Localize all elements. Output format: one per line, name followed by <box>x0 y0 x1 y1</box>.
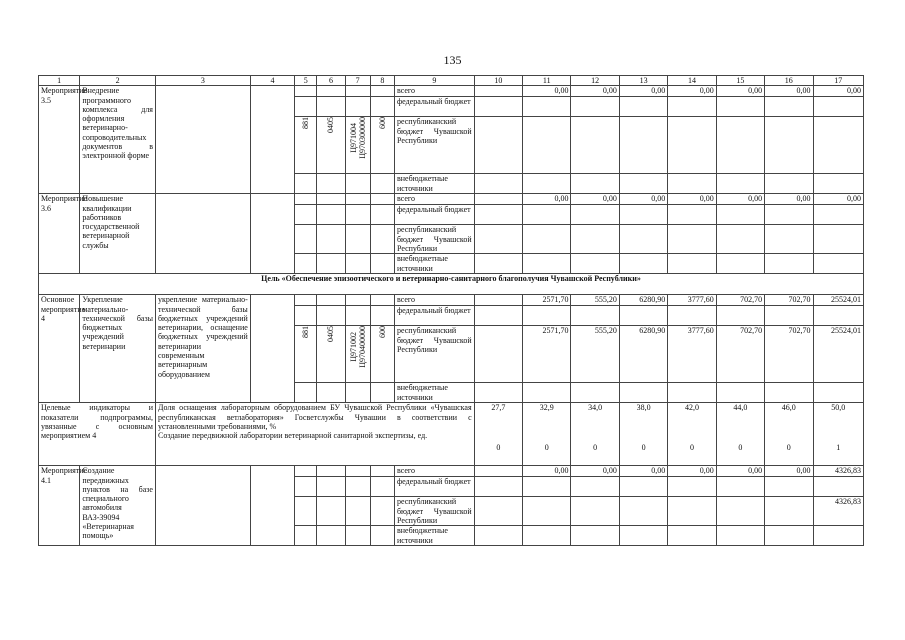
value-cell: 0,00 <box>668 194 716 205</box>
value-cell <box>474 295 522 306</box>
empty-cell <box>295 174 317 194</box>
value-cell: 555,20 <box>571 326 619 383</box>
column-number: 11 <box>523 76 571 86</box>
empty-cell <box>345 97 370 117</box>
value-cell <box>474 306 522 326</box>
value-cell <box>813 174 864 194</box>
value-cell <box>523 254 571 274</box>
value-cell <box>571 477 619 497</box>
measure-name: Укрепление материально-технической базы бюджетных учреждений ветеринарии <box>80 295 156 403</box>
value-cell: 0,00 <box>523 194 571 205</box>
value-cell <box>765 497 813 526</box>
source-label: всего <box>394 194 474 205</box>
empty-cell <box>317 97 345 117</box>
measure-label: Мероприятие 3.5 <box>39 86 80 194</box>
empty-cell <box>317 174 345 194</box>
value-cell: 0,00 <box>523 86 571 97</box>
rzpr-code: 0405 <box>317 117 345 174</box>
value-cell <box>619 306 667 326</box>
empty-cell <box>250 86 294 194</box>
value-cell: 3777,60 <box>668 295 716 306</box>
value-cell <box>716 383 764 403</box>
empty-cell <box>295 205 317 225</box>
empty-cell <box>345 254 370 274</box>
indicators-label: Целевые индикаторы и показатели подпрограммы, увязанные с основным мероприятием 4 <box>39 403 156 466</box>
value-cell <box>765 254 813 274</box>
value-cell <box>474 86 522 97</box>
column-number: 9 <box>394 76 474 86</box>
column-number: 5 <box>295 76 317 86</box>
empty-cell <box>370 466 394 477</box>
empty-cell <box>345 466 370 477</box>
column-number: 7 <box>345 76 370 86</box>
column-number: 16 <box>765 76 813 86</box>
value-cell <box>474 526 522 546</box>
empty-cell <box>370 383 394 403</box>
empty-cell <box>317 86 345 97</box>
value-cell <box>523 306 571 326</box>
value-cell <box>523 117 571 174</box>
value-cell <box>474 174 522 194</box>
value-cell: 4326,83 <box>813 466 864 477</box>
empty-cell <box>317 205 345 225</box>
empty-cell <box>295 383 317 403</box>
empty-cell <box>317 383 345 403</box>
empty-cell <box>317 497 345 526</box>
indicator-values: 38,0 0 <box>619 403 667 466</box>
value-cell: 0,00 <box>765 194 813 205</box>
value-cell <box>813 306 864 326</box>
value-cell <box>765 205 813 225</box>
empty-cell <box>345 497 370 526</box>
value-cell <box>813 97 864 117</box>
value-cell <box>474 477 522 497</box>
measure-name: Внедрение программного комплекса для оформления ветеринарно-сопроводительных документов в электронной форме <box>80 86 156 194</box>
empty-cell <box>370 254 394 274</box>
value-cell: 0,00 <box>716 194 764 205</box>
column-number: 14 <box>668 76 716 86</box>
column-number: 3 <box>155 76 250 86</box>
empty-cell <box>370 477 394 497</box>
value-cell <box>716 254 764 274</box>
indicator-values: 32,9 0 <box>523 403 571 466</box>
value-cell <box>474 497 522 526</box>
value-cell <box>523 225 571 254</box>
empty-cell <box>317 526 345 546</box>
empty-cell <box>345 205 370 225</box>
value-cell: 0,00 <box>523 466 571 477</box>
value-cell <box>619 526 667 546</box>
source-label: всего <box>394 466 474 477</box>
source-label: внебюджетные источники <box>394 383 474 403</box>
empty-cell <box>345 194 370 205</box>
value-cell: 0,00 <box>571 194 619 205</box>
empty-cell <box>345 225 370 254</box>
value-cell: 6280,90 <box>619 295 667 306</box>
source-label: федеральный бюджет <box>394 477 474 497</box>
source-label: внебюджетные источники <box>394 174 474 194</box>
value-cell: 0,00 <box>619 86 667 97</box>
value-cell: 2571,70 <box>523 295 571 306</box>
empty-cell <box>370 205 394 225</box>
value-cell <box>716 97 764 117</box>
source-label: всего <box>394 295 474 306</box>
table-row <box>39 295 864 306</box>
empty-cell <box>295 86 317 97</box>
column-number: 2 <box>80 76 156 86</box>
column-number: 10 <box>474 76 522 86</box>
value-cell <box>668 526 716 546</box>
value-cell <box>571 205 619 225</box>
value-cell: 0,00 <box>668 86 716 97</box>
value-cell <box>668 477 716 497</box>
empty-cell <box>295 225 317 254</box>
empty-cell <box>370 497 394 526</box>
value-cell <box>619 205 667 225</box>
value-cell: 702,70 <box>716 295 764 306</box>
empty-cell <box>370 174 394 194</box>
value-cell <box>765 306 813 326</box>
value-cell <box>668 117 716 174</box>
indicator-name: Доля оснащения лабораторным оборудованием БУ Чувашской Республики «Чувашская республиканская ветлаборатория» Госветслужбы Чувашии в соответствии с установленными требованиями, % <box>157 403 472 431</box>
indicator-values: 44,0 0 <box>716 403 764 466</box>
value-cell: 702,70 <box>716 326 764 383</box>
value-cell <box>813 477 864 497</box>
empty-cell <box>295 295 317 306</box>
budget-table <box>38 75 864 546</box>
value-cell <box>619 254 667 274</box>
value-cell: 0,00 <box>813 194 864 205</box>
value-cell <box>765 174 813 194</box>
value-cell <box>619 117 667 174</box>
column-number: 17 <box>813 76 864 86</box>
empty-cell <box>317 306 345 326</box>
value-cell <box>668 174 716 194</box>
value-cell <box>813 205 864 225</box>
value-cell <box>716 225 764 254</box>
value-cell <box>813 225 864 254</box>
value-cell: 0,00 <box>619 194 667 205</box>
value-cell <box>668 97 716 117</box>
empty-cell <box>155 86 250 194</box>
value-cell <box>765 477 813 497</box>
source-label: федеральный бюджет <box>394 97 474 117</box>
value-cell: 0,00 <box>668 466 716 477</box>
value-cell <box>474 97 522 117</box>
value-cell <box>619 477 667 497</box>
value-cell: 6280,90 <box>619 326 667 383</box>
value-cell <box>523 174 571 194</box>
goal-row <box>39 274 864 295</box>
empty-cell <box>295 254 317 274</box>
empty-cell <box>295 194 317 205</box>
value-cell: 0,00 <box>571 86 619 97</box>
value-cell <box>474 194 522 205</box>
value-cell: 555,20 <box>571 295 619 306</box>
indicators-row <box>39 403 864 466</box>
empty-cell <box>295 497 317 526</box>
empty-cell <box>317 225 345 254</box>
value-cell <box>619 97 667 117</box>
measure-task: укрепление материально-технической базы бюджетных учреждений ветеринарии, оснащение бюджетных учреждений ветеринарии современным ветеринарным оборудованием <box>155 295 250 403</box>
source-label: республиканский бюджет Чувашской Республики <box>394 497 474 526</box>
value-cell <box>571 225 619 254</box>
source-label: федеральный бюджет <box>394 306 474 326</box>
empty-cell <box>317 254 345 274</box>
value-cell: 0,00 <box>619 466 667 477</box>
empty-cell <box>295 526 317 546</box>
source-label: федеральный бюджет <box>394 205 474 225</box>
indicator-values: 34,0 0 <box>571 403 619 466</box>
value-cell <box>813 383 864 403</box>
indicator-name: Создание передвижной лаборатории ветеринарной санитарной экспертизы, ед. <box>157 431 428 441</box>
column-number: 12 <box>571 76 619 86</box>
value-cell <box>571 254 619 274</box>
value-cell <box>765 117 813 174</box>
empty-cell <box>345 174 370 194</box>
value-cell <box>668 225 716 254</box>
empty-cell <box>345 526 370 546</box>
value-cell <box>765 526 813 546</box>
measure-label: Основное мероприятие 4 <box>39 295 80 403</box>
grbs-code: 881 <box>295 326 317 383</box>
value-cell: 0,00 <box>716 466 764 477</box>
source-label: республиканский бюджет Чувашской Республики <box>394 225 474 254</box>
value-cell <box>523 97 571 117</box>
empty-cell <box>250 466 294 546</box>
value-cell: 25524,01 <box>813 326 864 383</box>
value-cell <box>668 383 716 403</box>
empty-cell <box>345 477 370 497</box>
value-cell <box>523 205 571 225</box>
value-cell <box>668 306 716 326</box>
value-cell <box>619 497 667 526</box>
empty-cell <box>295 97 317 117</box>
value-cell: 25524,01 <box>813 295 864 306</box>
column-numbers-row <box>39 76 864 86</box>
indicators-text <box>155 403 474 466</box>
vr-code: 600 <box>370 117 394 174</box>
page-number: 135 <box>443 53 462 67</box>
value-cell: 0,00 <box>813 86 864 97</box>
value-cell <box>474 225 522 254</box>
csr-code: Ц971002 Ц970400000 <box>345 326 370 383</box>
rzpr-code: 0405 <box>317 326 345 383</box>
value-cell <box>571 174 619 194</box>
empty-cell <box>317 477 345 497</box>
column-number: 6 <box>317 76 345 86</box>
table-row <box>39 194 864 205</box>
value-cell: 0,00 <box>571 466 619 477</box>
empty-cell <box>155 194 250 274</box>
value-cell <box>571 306 619 326</box>
value-cell <box>668 205 716 225</box>
measure-name: Повышение квалификации работников государственной ветеринарной службы <box>80 194 156 274</box>
empty-cell <box>317 466 345 477</box>
grbs-code: 881 <box>295 117 317 174</box>
empty-cell <box>370 295 394 306</box>
value-cell <box>765 383 813 403</box>
value-cell <box>813 254 864 274</box>
value-cell <box>474 466 522 477</box>
column-number: 13 <box>619 76 667 86</box>
value-cell: 702,70 <box>765 326 813 383</box>
table-row <box>39 86 864 97</box>
empty-cell <box>295 477 317 497</box>
value-cell: 4326,83 <box>813 497 864 526</box>
column-number: 8 <box>370 76 394 86</box>
empty-cell <box>345 383 370 403</box>
value-cell <box>619 383 667 403</box>
value-cell <box>716 306 764 326</box>
empty-cell <box>250 295 294 403</box>
value-cell <box>619 174 667 194</box>
column-number: 1 <box>39 76 80 86</box>
empty-cell <box>345 86 370 97</box>
value-cell <box>668 254 716 274</box>
empty-cell <box>370 194 394 205</box>
empty-cell <box>250 194 294 274</box>
value-cell <box>813 117 864 174</box>
source-label: всего <box>394 86 474 97</box>
value-cell <box>765 97 813 117</box>
source-label: республиканский бюджет Чувашской Республики <box>394 326 474 383</box>
value-cell <box>474 254 522 274</box>
value-cell <box>619 225 667 254</box>
value-cell <box>523 477 571 497</box>
value-cell <box>668 497 716 526</box>
source-label: внебюджетные источники <box>394 254 474 274</box>
value-cell <box>474 383 522 403</box>
table-row <box>39 466 864 477</box>
empty-cell <box>370 225 394 254</box>
vr-code: 600 <box>370 326 394 383</box>
empty-cell <box>345 295 370 306</box>
measure-label: Мероприятие 4.1 <box>39 466 80 546</box>
value-cell: 2571,70 <box>523 326 571 383</box>
empty-cell <box>317 295 345 306</box>
value-cell <box>571 497 619 526</box>
empty-cell <box>370 86 394 97</box>
value-cell <box>716 205 764 225</box>
source-label: республиканский бюджет Чувашской Республики <box>394 117 474 174</box>
value-cell <box>523 526 571 546</box>
value-cell <box>716 526 764 546</box>
measure-label: Мероприятие 3.6 <box>39 194 80 274</box>
value-cell <box>716 174 764 194</box>
value-cell: 0,00 <box>765 466 813 477</box>
indicator-values: 46,0 0 <box>765 403 813 466</box>
value-cell <box>571 526 619 546</box>
empty-cell <box>155 466 250 546</box>
value-cell <box>571 97 619 117</box>
empty-cell <box>345 306 370 326</box>
measure-name: Создание передвижных пунктов на базе специального автомобиля ВАЗ-39094 «Ветеринарная помощь» <box>80 466 156 546</box>
indicator-values: 42,0 0 <box>668 403 716 466</box>
value-cell <box>716 497 764 526</box>
empty-cell <box>317 194 345 205</box>
value-cell <box>571 117 619 174</box>
value-cell <box>765 225 813 254</box>
empty-cell <box>295 466 317 477</box>
value-cell <box>571 383 619 403</box>
value-cell <box>474 205 522 225</box>
empty-cell <box>295 306 317 326</box>
value-cell: 702,70 <box>765 295 813 306</box>
value-cell <box>716 117 764 174</box>
column-number: 4 <box>250 76 294 86</box>
value-cell <box>474 326 522 383</box>
goal-heading: Цель «Обеспечение эпизоотического и ветеринарно-санитарного благополучия Чувашской Республики» <box>39 274 864 295</box>
indicator-values: 27,7 0 <box>474 403 522 466</box>
column-number: 15 <box>716 76 764 86</box>
value-cell <box>474 117 522 174</box>
csr-code: Ц971004 Ц970300000 <box>345 117 370 174</box>
value-cell <box>813 526 864 546</box>
empty-cell <box>370 97 394 117</box>
indicator-values: 50,0 1 <box>813 403 864 466</box>
empty-cell <box>370 526 394 546</box>
value-cell: 0,00 <box>716 86 764 97</box>
source-label: внебюджетные источники <box>394 526 474 546</box>
empty-cell <box>370 306 394 326</box>
value-cell: 3777,60 <box>668 326 716 383</box>
value-cell <box>523 383 571 403</box>
value-cell <box>716 477 764 497</box>
value-cell <box>523 497 571 526</box>
value-cell: 0,00 <box>765 86 813 97</box>
